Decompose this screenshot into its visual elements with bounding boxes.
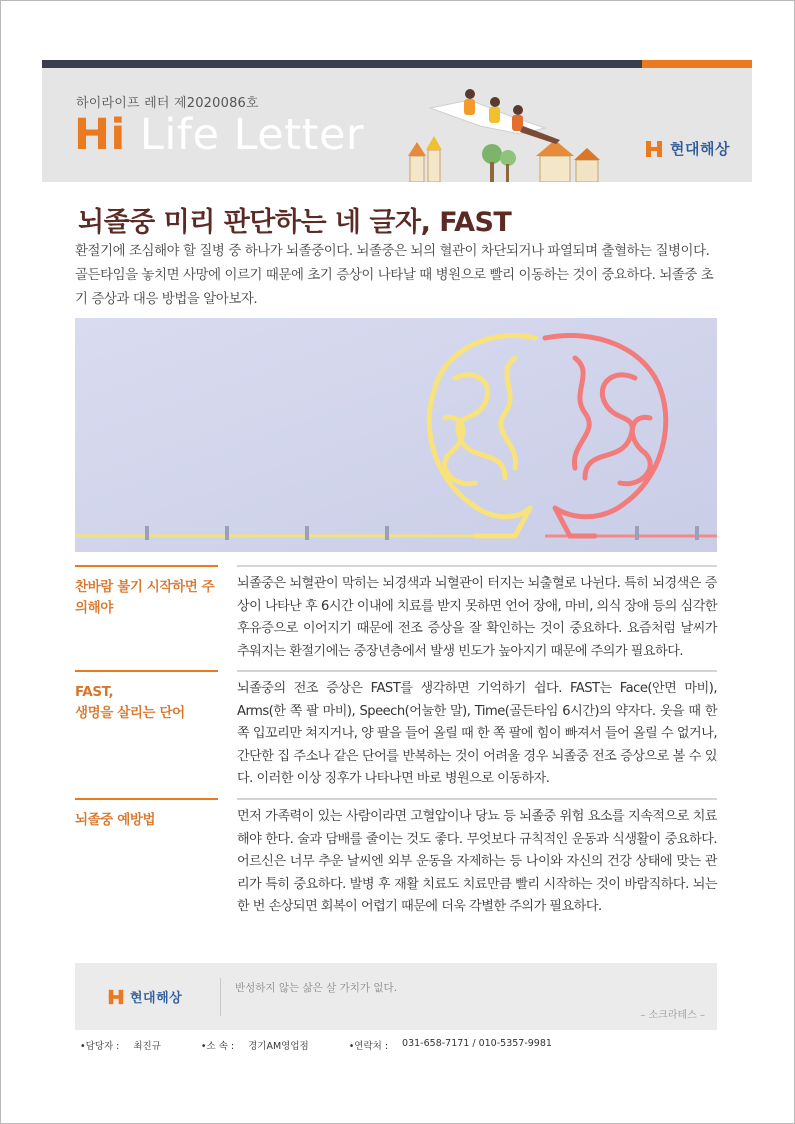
manager-label: •담당자 : xyxy=(80,1041,120,1052)
flying-family-illustration xyxy=(400,78,600,182)
section-body: 먼저 가족력이 있는 사람이라면 고혈압이나 당뇨 등 뇌졸중 위험 요소를 지속적으로 치료해야 한다. 술과 담배를 줄이는 것도 좋다. 무엇보다 규칙적인 운동과 식생활이 중요하다. 어르신은 너무 추운 날씨엔 외부 운동을 자제하는 등 나이와 자신의 건강 상태에 맞는 관리가 특히 중요하다. 발병 후 재활 치료도 치료만큼 빨리 시작하는 것이 바람직하다. 뇌는 한 번 손상되면 회복이 어렵기 때문에 더욱 각별한 주의가 필요하다. xyxy=(237,809,717,915)
quote-text: 반성하지 않는 삶은 살 가치가 없다. xyxy=(235,982,398,994)
section-body-rule xyxy=(237,670,717,672)
section-body: 뇌졸중은 뇌혈관이 막히는 뇌경색과 뇌혈관이 터지는 뇌출혈로 나뉜다. 특히 뇌경색은 증상이 나타난 후 6시간 이내에 치료를 받지 못하면 언어 장애, 마비, 의식 장애 등의 심각한 후유증으로 이어지기 때문에 전조 증상을 잘 확인하는 것이 중요하다. 요즘처럼 날씨가 추워지는 환절기에는 중장년층에서 발생 빈도가 높아지기 때문에 주의가 필요하다. xyxy=(237,576,717,659)
hyundai-marine-logo-icon xyxy=(644,139,664,159)
section-body: 뇌졸중의 전조 증상은 FAST를 생각하면 기억하기 쉽다. FAST는 Face(안면 마비), Arms(한 쪽 팔 마비), Speech(어눌한 말), Time(골든타임 6시간)의 약자다. 웃을 때 한 쪽 입꼬리만 쳐지거나, 양 팔을 들어 올릴 때 한 쪽 팔에 힘이 빠져서 들어 올릴 수 없거나, 간단한 집 주소나 같은 단어를 반복하는 것이 어려울 경우 뇌졸중 전조 증상으로 볼 수 있다. 이러한 이상 징후가 나타나면 바로 병원으로 이동하자. xyxy=(237,681,717,787)
hyundai-marine-logo-icon xyxy=(107,988,125,1006)
quote-box xyxy=(75,963,717,1030)
phone-label: •연락처 : xyxy=(348,1041,389,1052)
footer-company-name: 현대해상 xyxy=(130,991,183,1006)
quote-divider xyxy=(220,978,221,1016)
department-name: 경기AM영업점 xyxy=(248,1041,309,1052)
manager-name: 최진규 xyxy=(133,1041,161,1052)
brain-wire-illustration xyxy=(75,318,717,552)
section-title-line2: 생명을 살리는 단어 xyxy=(75,705,185,721)
phone-number: 031-658-7171 / 010-5357-9981 xyxy=(402,1038,552,1049)
section-title: 찬바람 불기 시작하면 주의해야 xyxy=(75,579,215,616)
brand-rest: Life Letter xyxy=(125,110,365,160)
footer-logo xyxy=(107,987,182,1006)
article-title: 뇌졸중 미리 판단하는 네 글자, FAST xyxy=(78,207,512,238)
header-top-bar xyxy=(42,60,752,68)
section-title-rule xyxy=(75,670,218,672)
contact-info xyxy=(80,1038,592,1052)
section-body-rule xyxy=(237,798,717,800)
section-body-rule xyxy=(237,565,717,567)
brand-hi: Hi xyxy=(74,110,126,160)
newsletter-title xyxy=(74,110,365,160)
header-bar-dark xyxy=(42,60,642,68)
company-logo xyxy=(644,138,730,159)
issue-number: 하이라이프 레터 제2020086호 xyxy=(76,96,259,111)
quote-author: – 소크라테스 – xyxy=(640,1010,705,1021)
section-title-rule xyxy=(75,798,218,800)
company-name: 현대해상 xyxy=(670,140,730,158)
department-label: •소 속 : xyxy=(200,1041,235,1052)
section-title: 뇌졸중 예방법 xyxy=(75,812,156,828)
section-title-rule xyxy=(75,565,218,567)
article-intro: 환절기에 조심해야 할 질병 중 하나가 뇌졸중이다. 뇌졸중은 뇌의 혈관이 차단되거나 파열되며 출혈하는 질병이다. 골든타임을 놓치면 사망에 이르기 때문에 초기 증상이 나타날 때 병원으로 빨리 이동하는 것이 중요하다. 뇌졸중 초기 증상과 대응 방법을 알아보자. xyxy=(75,244,714,307)
section-title-line1: FAST, xyxy=(75,684,114,700)
header-bar-orange xyxy=(642,60,752,68)
newsletter-header xyxy=(42,68,752,182)
section-title xyxy=(75,682,218,724)
